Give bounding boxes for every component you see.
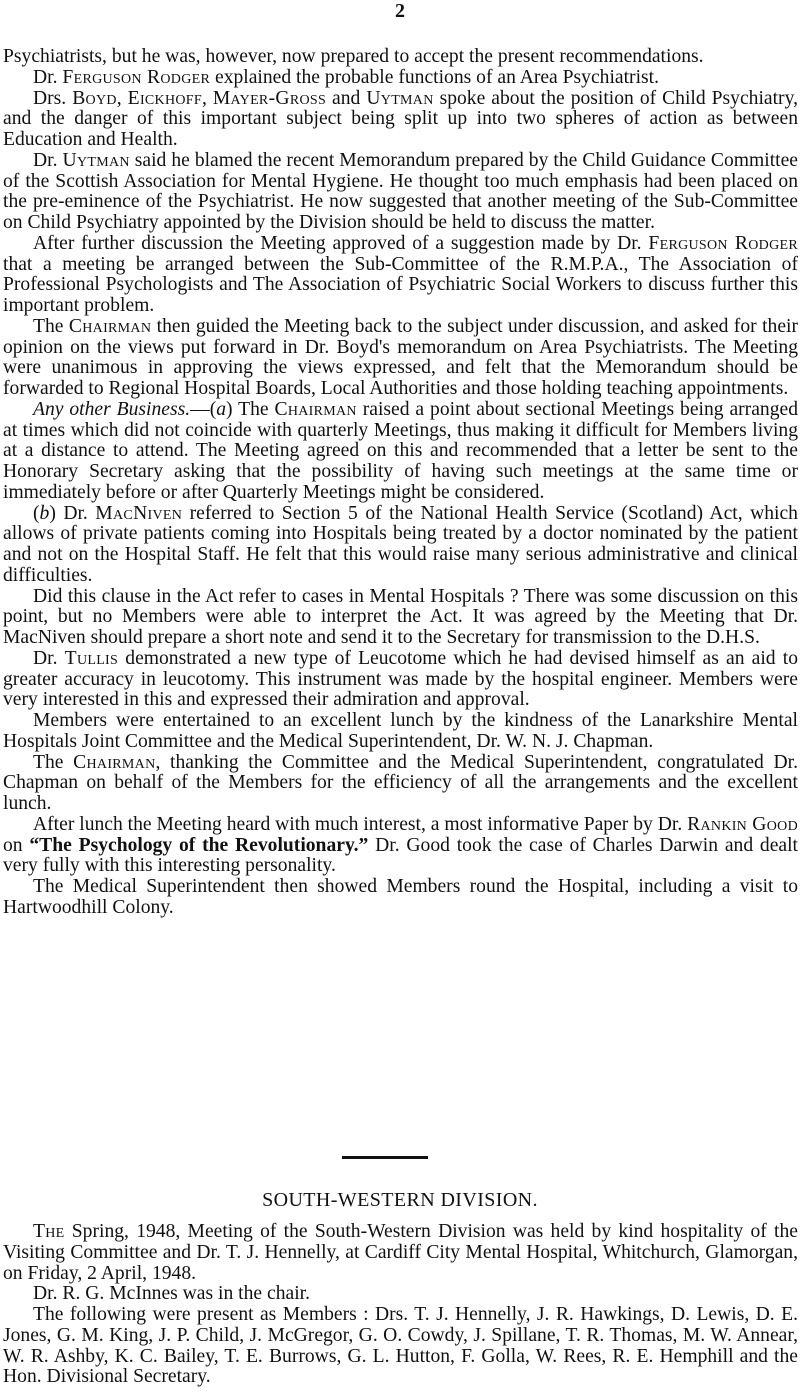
text-run: MacNiven	[95, 502, 183, 524]
paragraph	[3, 68, 798, 89]
text-run: Chairman	[274, 398, 357, 420]
text-run: ,	[116, 87, 128, 109]
paragraph	[3, 1305, 798, 1388]
text-run: ) Dr.	[49, 502, 96, 524]
text-run: then guided the Meeting back to the subject under discussion, and asked for their opinion on the views put forward in Dr. Boyd's memorandum on Area Psychiatrists. The Meeting were unanimous in approving the views expressed, and felt that the Memorandum should be forwarded to Regional Hospital Boards, Local Authorities and those holding teaching appointments.	[3, 315, 798, 399]
section-heading: SOUTH-WESTERN DIVISION.	[262, 1189, 538, 1211]
text-run: Eickhoff	[127, 87, 202, 109]
section-divider	[342, 1156, 428, 1159]
text-run: Dr. Good took the case of Charles Darwin and dealt very fully with this interesting personality.	[3, 834, 798, 877]
text-run: Dr.	[33, 66, 63, 88]
text-run: Ferguson Rodger	[62, 66, 211, 88]
text-run: ) The	[226, 398, 275, 420]
text-run: demonstrated a new type of Leucotome which he had devised himself as an aid to greater accuracy in leucotomy. This instrument was made by the hospital engineer. Members were very interested in this and expressed their admiration and approval.	[3, 647, 798, 711]
text-run: Rankin Good	[687, 813, 798, 835]
paragraph	[3, 234, 798, 317]
text-run: Uytman	[366, 87, 434, 109]
text-run: raised a point about sectional Meetings being arranged at times which did not coincide with quarterly Meetings, thus making it difficult for Members living at a distance to attend. The Meeting agreed on this and recommended that a letter be sent to the Honorary Secretary asking that the possibility of having such meetings at the same time or immediately before or after Quarterly Meetings might be considered.	[3, 398, 798, 503]
text-run: , thanking the Committee and the Medical Superintendent, congratulated Dr. Chapman on behalf of the Members for the efficiency of all the arrangements and the excellent lunch.	[3, 751, 798, 814]
paragraph	[3, 47, 798, 68]
minutes-body	[3, 47, 798, 919]
text-run: explained the probable functions of an Area Psychiatrist.	[210, 66, 659, 88]
text-run: Any other Business.	[33, 398, 191, 420]
text-run: Chairman	[68, 315, 152, 337]
text-run: on	[3, 834, 30, 856]
text-run: —(	[190, 398, 217, 420]
text-run: Uytman	[62, 149, 130, 171]
paragraph	[3, 400, 798, 504]
section-body	[3, 1222, 798, 1388]
text-run: Dr. R. G. McInnes was in the chair.	[33, 1283, 310, 1305]
text-run: Chairman	[73, 751, 156, 773]
text-run: After further discussion the Meeting approved of a suggestion made by Dr.	[33, 232, 649, 254]
text-run: The Medical Superintendent then showed Members round the Hospital, including a visit to Hartwoodhill Colony.	[3, 876, 798, 918]
text-run: spoke about the position of Child Psychiatry, and the danger of this important subject being split up into two spheres of action as between Education and Health.	[3, 87, 798, 150]
text-run: referred to Section 5 of the National Health Service (Scotland) Act, which allows of private patients coming into Hospitals being treated by a doctor nominated by the patient and not on the Hospital Staff. He felt that this would raise many serious administrative and clinical difficulties.	[3, 502, 798, 586]
text-run: Mayer-Gross	[212, 87, 327, 109]
paragraph	[3, 1284, 798, 1305]
text-run: (	[33, 502, 40, 524]
paragraph	[3, 504, 798, 587]
text-run: The	[33, 751, 74, 773]
text-run: Dr.	[33, 647, 65, 669]
text-run: that a meeting be arranged between the Sub-Committee of the R.M.P.A., The Association of Professional Psychologists and The Association of Psychiatric Social Workers to discuss further this important problem.	[3, 253, 798, 316]
paragraph	[3, 89, 798, 151]
text-run: ,	[201, 87, 213, 109]
paragraph	[3, 1222, 798, 1284]
text-run: Drs.	[33, 87, 73, 109]
text-run: Ferguson Rodger	[648, 232, 798, 254]
paragraph	[3, 587, 798, 649]
paragraph	[3, 877, 798, 919]
text-run: Did this clause in the Act refer to cases in Mental Hospitals ? There was some discussion on this point, but no Members were able to interpret the Act. It was agreed by the Meeting that Dr. MacNiven should prepare a short note and send it to the Secretary for transmission to the D.H.S.	[3, 585, 798, 648]
text-run: “The Psychology of the Revolutionary.”	[29, 834, 369, 856]
paragraph	[3, 317, 798, 400]
text-run: The	[33, 315, 69, 337]
page-number: 2	[395, 0, 405, 22]
text-run: Tullis	[64, 647, 119, 669]
text-run: said he blamed the recent Memorandum prepared by the Child Guidance Committee of the Scottish Association for Mental Hygiene. He thought too much emphasis had been placed on the pre-eminence of the Psychiatrist. He now suggested that another meeting of the Sub-Committee on Child Psychiatry appointed by the Division should be held to discuss the matter.	[3, 149, 799, 233]
paragraph	[3, 815, 798, 877]
text-run: The following were present as Members : Drs. T. J. Hennelly, J. R. Hawkings, D. Lewis, D. E. Jones, G. M. King, J. P. Child, J. McGregor, G. O. Cowdy, J. Spillane, T. R. Thomas, M. W. Annear, W. R. Ashby, K. C. Bailey, T. E. Burrows, G. L. Hutton, F. Golla, W. Rees, R. E. Hemphill and the Hon. Divisional Secretary.	[3, 1304, 798, 1388]
paragraph	[3, 711, 798, 753]
text-run: b	[39, 502, 50, 524]
text-run: Spring, 1948, Meeting of the South-Western Division was held by kind hospitality of the Visiting Committee and Dr. T. J. Hennelly, at Cardiff City Mental Hospital, Whitchurch, Glamorgan, on Friday, 2 April, 1948.	[3, 1221, 798, 1284]
text-run: Members were entertained to an excellent lunch by the kindness of the Lanarkshire Mental Hospitals Joint Committee and the Medical Superintendent, Dr. W. N. J. Chapman.	[3, 710, 798, 752]
text-run: Dr.	[33, 149, 63, 171]
paragraph	[3, 649, 798, 711]
text-run: The	[33, 1221, 65, 1242]
text-run: After lunch the Meeting heard with much interest, a most informative Paper by Dr.	[33, 813, 688, 835]
text-run: and	[326, 87, 367, 109]
paragraph	[3, 151, 798, 234]
text-run: Psychiatrists, but he was, however, now prepared to accept the present recommendations.	[3, 46, 704, 67]
text-run: Boyd	[72, 87, 117, 109]
text-run: a	[216, 398, 227, 420]
paragraph	[3, 753, 798, 815]
